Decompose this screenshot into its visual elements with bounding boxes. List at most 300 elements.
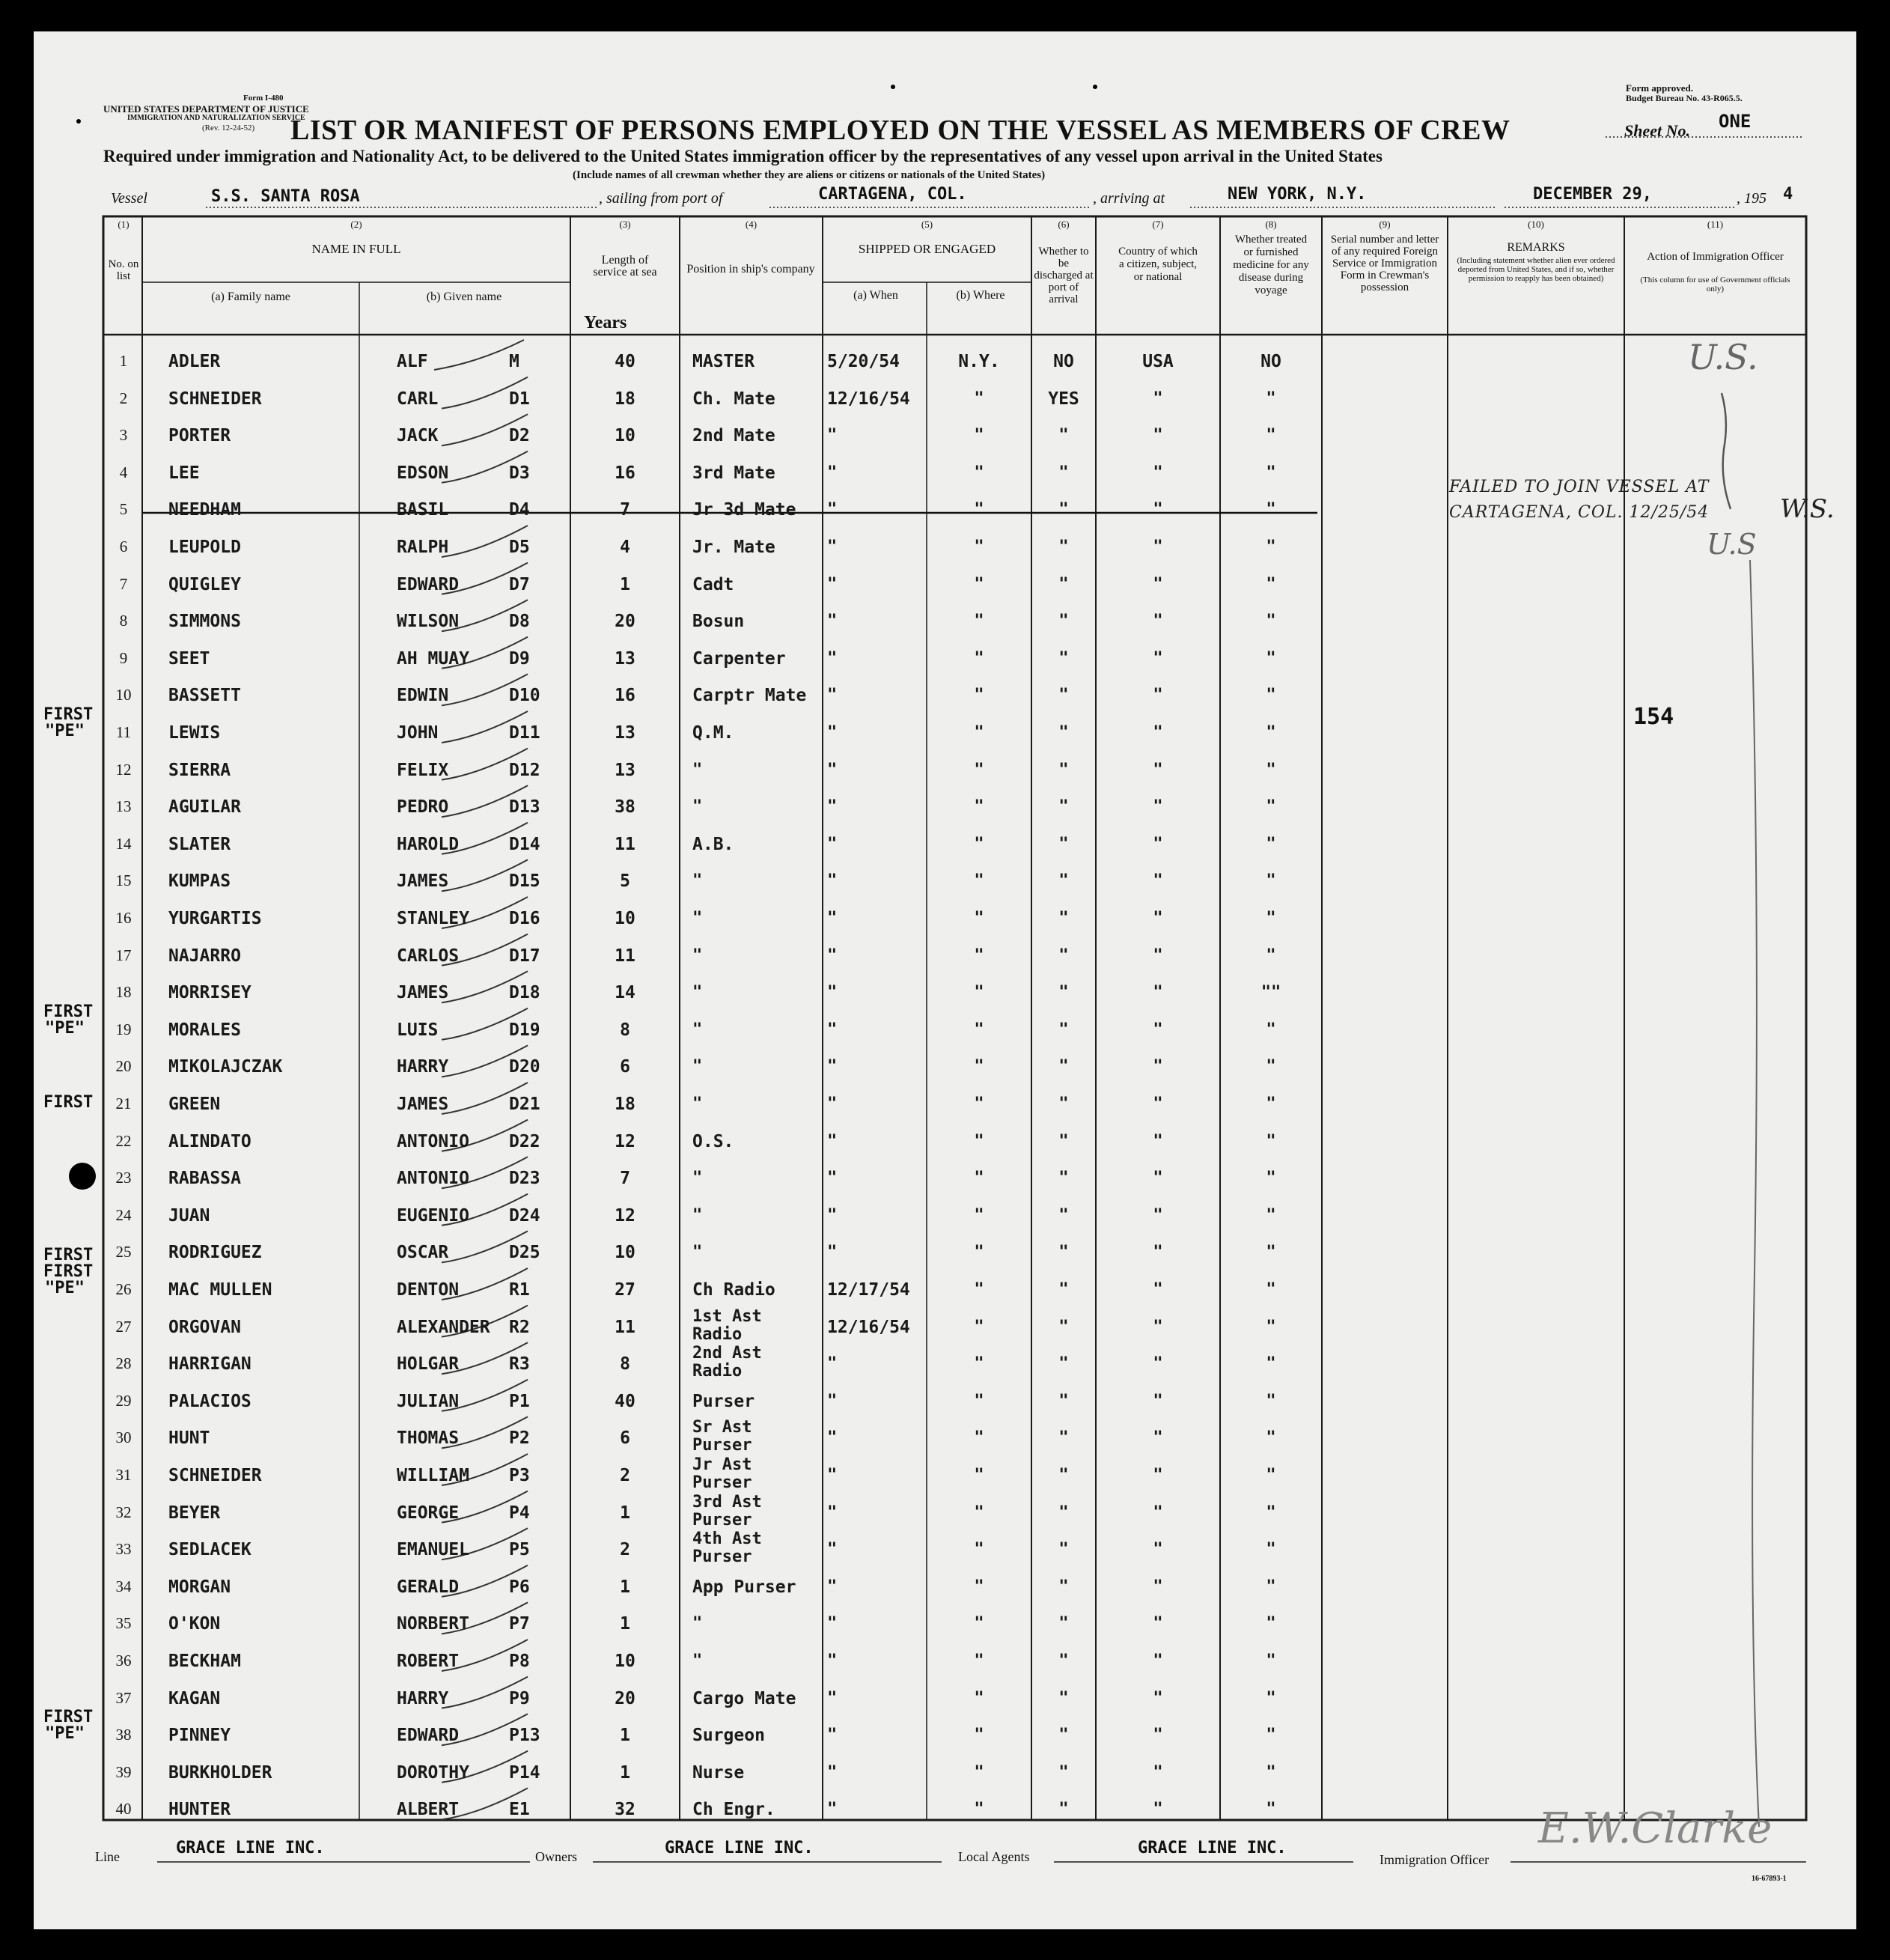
given-name: HAROLD bbox=[397, 834, 460, 854]
position-line: Purser bbox=[692, 1473, 752, 1492]
discharged: " bbox=[1058, 946, 1069, 965]
given-name: ANTONIO bbox=[397, 1131, 469, 1151]
crew-code: R2 bbox=[509, 1317, 530, 1337]
given-name: EDWIN bbox=[397, 686, 449, 706]
crew-code: D12 bbox=[509, 760, 540, 780]
agency-line-1: UNITED STATES DEPARTMENT OF JUSTICE bbox=[103, 103, 309, 115]
discharged: " bbox=[1058, 1762, 1069, 1782]
shipped-when: 12/16/54 bbox=[827, 389, 910, 409]
years-at-sea: 12 bbox=[615, 1205, 635, 1226]
margin-note: "PE" bbox=[45, 1018, 85, 1038]
crew-code: D4 bbox=[509, 500, 530, 520]
discharged: " bbox=[1058, 1169, 1069, 1188]
given-name: WILLIAM bbox=[397, 1466, 469, 1485]
given-name: HOLGAR bbox=[397, 1354, 460, 1375]
family-name: SCHNEIDER bbox=[168, 1466, 262, 1485]
shipped-where: " bbox=[974, 426, 984, 445]
crew-code: D8 bbox=[509, 612, 530, 632]
row-number: 1 bbox=[119, 352, 128, 370]
officer-action-us-2: U.S bbox=[1707, 528, 1757, 561]
crew-code: D20 bbox=[509, 1057, 540, 1077]
col6-num: (6) bbox=[1058, 219, 1070, 230]
col7-num: (7) bbox=[1152, 219, 1164, 230]
given-name: DENTON bbox=[397, 1280, 460, 1300]
crew-code: P4 bbox=[509, 1503, 530, 1523]
treated: " bbox=[1266, 612, 1276, 631]
sheet-number: ONE bbox=[1719, 111, 1752, 132]
shipped-when: " bbox=[827, 1095, 838, 1113]
crew-code: D22 bbox=[509, 1131, 540, 1151]
shipped-where: " bbox=[974, 834, 984, 853]
position-line: 2nd Ast bbox=[692, 1344, 762, 1363]
position-line: Radio bbox=[692, 1324, 743, 1344]
family-name: HUNT bbox=[168, 1428, 210, 1449]
shipped-where: " bbox=[974, 871, 984, 891]
given-name: JAMES bbox=[397, 871, 449, 892]
given-name: JAMES bbox=[397, 1095, 449, 1114]
margin-note: FIRST bbox=[43, 705, 94, 724]
years-at-sea: 40 bbox=[615, 1391, 635, 1411]
years-at-sea: 10 bbox=[615, 1243, 635, 1263]
given-name: ALEXANDER bbox=[397, 1317, 490, 1337]
crew-code: D1 bbox=[509, 389, 530, 409]
crew-code: P14 bbox=[509, 1762, 540, 1783]
crew-code: D19 bbox=[509, 1020, 540, 1040]
shipped-when: " bbox=[827, 1131, 838, 1151]
given-name: WILSON bbox=[397, 612, 460, 632]
family-name: NEEDHAM bbox=[168, 500, 241, 520]
treated: " bbox=[1266, 1428, 1276, 1448]
shipped-when: " bbox=[827, 723, 838, 742]
family-name: ALINDATO bbox=[168, 1131, 252, 1151]
position-line: Radio bbox=[692, 1362, 743, 1381]
shipped-when: " bbox=[827, 983, 838, 1002]
citizenship: " bbox=[1153, 463, 1163, 482]
crew-code: P9 bbox=[509, 1688, 530, 1708]
given-name: EDSON bbox=[397, 463, 449, 483]
discharged: " bbox=[1058, 538, 1069, 556]
shipped-when: " bbox=[827, 686, 838, 705]
position: Jr. Mate bbox=[692, 538, 775, 557]
treated: NO bbox=[1260, 352, 1281, 371]
shipped-when: " bbox=[827, 1020, 838, 1039]
given-name: JAMES bbox=[397, 983, 449, 1003]
shipped-when: " bbox=[827, 1169, 838, 1188]
family-name: RODRIGUEZ bbox=[168, 1243, 262, 1263]
year-prefix: , 195 bbox=[1737, 190, 1766, 207]
shipped-where: " bbox=[974, 1205, 984, 1225]
family-name: ORGOVAN bbox=[168, 1317, 241, 1337]
col8-header: Whether treated or furnished medicine for any disease during voyage bbox=[1233, 234, 1309, 296]
treated: " bbox=[1266, 1503, 1276, 1522]
position-line: Purser bbox=[692, 1510, 752, 1530]
treated: " bbox=[1266, 1391, 1276, 1410]
citizenship: " bbox=[1153, 574, 1163, 594]
shipped-when: " bbox=[827, 426, 838, 445]
citizenship: " bbox=[1153, 834, 1163, 853]
row-number: 3 bbox=[119, 426, 128, 445]
discharged: " bbox=[1058, 723, 1069, 742]
row-number: 23 bbox=[115, 1169, 132, 1187]
footer-line-label: Line bbox=[95, 1849, 120, 1864]
position-line: 3rd Ast bbox=[692, 1492, 762, 1512]
agency-line-2: IMMIGRATION AND NATURALIZATION SERVICE bbox=[127, 114, 305, 122]
given-name: BASIL bbox=[397, 500, 449, 520]
margin-note: FIRST bbox=[43, 1708, 94, 1727]
family-name: SLATER bbox=[168, 834, 231, 854]
shipped-where: " bbox=[974, 574, 984, 594]
position: " bbox=[692, 1057, 703, 1077]
crew-code: P1 bbox=[509, 1391, 530, 1411]
discharged: " bbox=[1058, 1800, 1069, 1819]
treated: " bbox=[1266, 797, 1276, 817]
citizenship: " bbox=[1153, 686, 1163, 705]
years-at-sea: 11 bbox=[615, 1317, 635, 1337]
row-number: 5 bbox=[119, 500, 128, 519]
discharged: " bbox=[1058, 1354, 1069, 1374]
discharged: " bbox=[1058, 1577, 1069, 1596]
col11-header: Action of Immigration Officer bbox=[1647, 251, 1784, 263]
crew-code: D11 bbox=[509, 723, 540, 743]
family-name: KAGAN bbox=[168, 1688, 221, 1708]
shipped-where: " bbox=[974, 760, 984, 779]
crew-code: P6 bbox=[509, 1577, 530, 1597]
family-name: SEET bbox=[168, 648, 210, 669]
position: " bbox=[692, 946, 703, 965]
family-name: MORALES bbox=[168, 1020, 241, 1040]
sheet-label: Sheet No. bbox=[1624, 121, 1690, 140]
col3-unit: Years bbox=[584, 313, 627, 332]
position-line: Purser bbox=[692, 1547, 752, 1567]
discharged: " bbox=[1058, 834, 1069, 853]
discharged: " bbox=[1058, 1540, 1069, 1559]
print-code: 16-67893-1 bbox=[1752, 1875, 1787, 1883]
citizenship: " bbox=[1153, 1577, 1163, 1596]
given-name: PEDRO bbox=[397, 797, 449, 818]
footer-owners: GRACE LINE INC. bbox=[665, 1839, 814, 1857]
row-number: 14 bbox=[115, 834, 132, 853]
treated: " bbox=[1266, 648, 1276, 668]
row-number: 29 bbox=[115, 1391, 132, 1410]
crew-code: D24 bbox=[509, 1205, 540, 1226]
discharged: " bbox=[1058, 612, 1069, 631]
shipped-where: " bbox=[974, 1762, 984, 1782]
position: " bbox=[692, 760, 703, 779]
margin-note: FIRST bbox=[43, 1093, 94, 1112]
position: 2nd Mate bbox=[692, 426, 775, 446]
crew-code: P7 bbox=[509, 1614, 530, 1634]
position-line: Purser bbox=[692, 1436, 752, 1455]
shipped-when: " bbox=[827, 1688, 838, 1708]
position: " bbox=[692, 797, 703, 817]
citizenship: " bbox=[1153, 1280, 1163, 1299]
crew-code: D25 bbox=[509, 1243, 540, 1263]
margin-note: "PE" bbox=[45, 722, 85, 740]
discharged: " bbox=[1058, 648, 1069, 668]
citizenship: " bbox=[1153, 1317, 1163, 1336]
discharged: " bbox=[1058, 1057, 1069, 1077]
shipped-when: " bbox=[827, 1540, 838, 1559]
sailing-port: CARTAGENA, COL. bbox=[818, 185, 967, 204]
row-number: 21 bbox=[115, 1095, 132, 1113]
family-name: BASSETT bbox=[168, 686, 241, 706]
years-at-sea: 40 bbox=[615, 352, 635, 371]
position: Carpenter bbox=[692, 648, 786, 669]
margin-note: FIRST bbox=[43, 1002, 94, 1021]
years-at-sea: 18 bbox=[615, 1095, 635, 1114]
citizenship: " bbox=[1153, 1243, 1163, 1262]
shipped-where: " bbox=[974, 1688, 984, 1708]
arrival-date: DECEMBER 29, bbox=[1533, 185, 1652, 204]
col1-num: (1) bbox=[118, 219, 129, 230]
family-name: KUMPAS bbox=[168, 871, 231, 892]
row-number: 40 bbox=[115, 1800, 132, 1819]
col5-num: (5) bbox=[921, 219, 933, 230]
shipped-when: " bbox=[827, 1503, 838, 1522]
crew-code: D10 bbox=[509, 686, 540, 706]
discharged: " bbox=[1058, 1280, 1069, 1299]
citizenship: " bbox=[1153, 871, 1163, 891]
years-at-sea: 2 bbox=[620, 1540, 630, 1560]
years-at-sea: 1 bbox=[620, 1762, 630, 1783]
citizenship: " bbox=[1153, 1652, 1163, 1670]
position: Cargo Mate bbox=[692, 1688, 796, 1708]
years-at-sea: 6 bbox=[620, 1057, 630, 1077]
col11-note: (This column for use of Government officials only) bbox=[1640, 276, 1790, 293]
given-name: RALPH bbox=[397, 538, 449, 557]
family-name: HARRIGAN bbox=[168, 1354, 252, 1375]
citizenship: " bbox=[1153, 1800, 1163, 1819]
shipped-where: " bbox=[974, 1466, 984, 1485]
years-at-sea: 20 bbox=[615, 1688, 635, 1708]
row-number: 32 bbox=[115, 1503, 132, 1521]
treated: " bbox=[1266, 1243, 1276, 1262]
given-name: CARLOS bbox=[397, 946, 460, 966]
row-number: 22 bbox=[115, 1131, 132, 1150]
treated: " bbox=[1266, 1762, 1276, 1782]
discharged: NO bbox=[1053, 352, 1074, 371]
family-name: BEYER bbox=[168, 1503, 221, 1523]
years-at-sea: 13 bbox=[615, 760, 635, 780]
discharged: " bbox=[1058, 1614, 1069, 1634]
position: Jr 3d Mate bbox=[692, 500, 796, 520]
discharged: " bbox=[1058, 1131, 1069, 1151]
treated: " bbox=[1266, 574, 1276, 594]
crew-code: D2 bbox=[509, 426, 530, 446]
row-number: 11 bbox=[115, 723, 132, 741]
given-name: ROBERT bbox=[397, 1652, 460, 1671]
citizenship: " bbox=[1153, 1169, 1163, 1188]
crew-code: D15 bbox=[509, 871, 540, 892]
position: " bbox=[692, 1169, 703, 1188]
shipped-where: " bbox=[974, 686, 984, 705]
family-name: SCHNEIDER bbox=[168, 389, 262, 409]
remark-initials: W.S. bbox=[1780, 494, 1835, 524]
shipped-where: " bbox=[974, 1317, 984, 1336]
years-at-sea: 6 bbox=[620, 1428, 630, 1449]
citizenship: " bbox=[1153, 760, 1163, 779]
family-name: RABASSA bbox=[168, 1169, 241, 1189]
shipped-when: " bbox=[827, 1614, 838, 1634]
col5-header: SHIPPED OR ENGAGED bbox=[858, 242, 996, 256]
col9-header: Serial number and letter of any required Foreign Service or Immigration Form in Crewman's possession bbox=[1330, 234, 1439, 293]
form-revision: (Rev. 12-24-52) bbox=[202, 124, 255, 133]
position: Bosun bbox=[692, 612, 745, 632]
years-at-sea: 1 bbox=[620, 574, 630, 594]
row-number: 36 bbox=[115, 1652, 132, 1670]
position: " bbox=[692, 1205, 703, 1225]
arriving-port: NEW YORK, N.Y. bbox=[1228, 185, 1367, 204]
family-name: BURKHOLDER bbox=[168, 1762, 272, 1783]
row-number: 9 bbox=[119, 648, 128, 667]
treated: " bbox=[1266, 834, 1276, 853]
position-line: Jr Ast bbox=[692, 1455, 752, 1474]
margin-note: FIRST bbox=[43, 1262, 94, 1281]
shipped-where: " bbox=[974, 1243, 984, 1262]
discharged: " bbox=[1058, 871, 1069, 891]
shipped-where: " bbox=[974, 538, 984, 556]
row-number: 27 bbox=[115, 1317, 132, 1336]
position: " bbox=[692, 909, 703, 928]
treated: " bbox=[1266, 686, 1276, 705]
crew-code: D14 bbox=[509, 834, 540, 854]
shipped-where: " bbox=[974, 1057, 984, 1077]
shipped-where: N.Y. bbox=[958, 352, 1000, 371]
position: " bbox=[692, 983, 703, 1002]
treated: " bbox=[1266, 538, 1276, 556]
citizenship: " bbox=[1153, 389, 1163, 408]
discharged: " bbox=[1058, 1688, 1069, 1708]
position: 3rd Mate bbox=[692, 463, 775, 483]
treated: " bbox=[1266, 1800, 1276, 1819]
shipped-where: " bbox=[974, 648, 984, 668]
col2-num: (2) bbox=[350, 219, 362, 230]
discharged: " bbox=[1058, 1391, 1069, 1410]
position: App Purser bbox=[692, 1577, 796, 1597]
crew-code: P5 bbox=[509, 1540, 530, 1560]
given-name: HARRY bbox=[397, 1688, 449, 1708]
shipped-where: " bbox=[974, 1020, 984, 1039]
form-number: Form I-480 bbox=[243, 94, 284, 103]
family-name: HUNTER bbox=[168, 1800, 231, 1820]
position: O.S. bbox=[692, 1131, 734, 1151]
shipped-where: " bbox=[974, 1614, 984, 1634]
shipped-where: " bbox=[974, 1428, 984, 1448]
row-number: 15 bbox=[115, 871, 132, 890]
citizenship: " bbox=[1153, 612, 1163, 631]
given-name: CARL bbox=[397, 389, 439, 409]
discharged: " bbox=[1058, 1095, 1069, 1113]
shipped-when: " bbox=[827, 1577, 838, 1596]
citizenship: " bbox=[1153, 909, 1163, 928]
discharged: " bbox=[1058, 426, 1069, 445]
treated: " bbox=[1266, 1169, 1276, 1188]
col4-header: Position in ship's company bbox=[686, 263, 815, 276]
given-name: ALF bbox=[397, 352, 428, 371]
given-name: EDWARD bbox=[397, 574, 460, 594]
col1-header: No. on list bbox=[108, 258, 139, 282]
shipped-when: " bbox=[827, 1762, 838, 1782]
col2b-header: (b) Given name bbox=[426, 290, 502, 303]
discharged: " bbox=[1058, 1726, 1069, 1745]
shipped-when: " bbox=[827, 463, 838, 482]
treated: " bbox=[1266, 1057, 1276, 1077]
crew-code: R3 bbox=[509, 1354, 530, 1375]
shipped-when: " bbox=[827, 797, 838, 817]
row-number: 20 bbox=[115, 1057, 132, 1076]
margin-note: FIRST bbox=[43, 1246, 94, 1264]
shipped-where: " bbox=[974, 1354, 984, 1374]
officer-action-us: U.S. bbox=[1688, 337, 1758, 377]
discharged: " bbox=[1058, 574, 1069, 594]
years-at-sea: 10 bbox=[615, 909, 635, 928]
shipped-where: " bbox=[974, 1391, 984, 1410]
treated: " bbox=[1266, 389, 1276, 408]
row-number: 37 bbox=[115, 1688, 132, 1707]
col7-header: Country of which a citizen, subject, or national bbox=[1118, 246, 1198, 283]
discharged: " bbox=[1058, 1205, 1069, 1225]
year-suffix: 4 bbox=[1783, 185, 1793, 204]
citizenship: " bbox=[1153, 500, 1163, 520]
margin-note: "PE" bbox=[45, 1279, 85, 1297]
given-name: ANTONIO bbox=[397, 1169, 469, 1189]
officer-signature: E.W.Clarke bbox=[1538, 1804, 1772, 1853]
discharged: " bbox=[1058, 500, 1069, 520]
treated: " bbox=[1266, 1540, 1276, 1559]
row-number: 24 bbox=[115, 1205, 132, 1224]
shipped-when: " bbox=[827, 1205, 838, 1225]
col4-num: (4) bbox=[745, 219, 757, 230]
citizenship: " bbox=[1153, 1057, 1163, 1077]
years-at-sea: 5 bbox=[620, 871, 630, 892]
given-name: OSCAR bbox=[397, 1243, 449, 1263]
citizenship: " bbox=[1153, 1762, 1163, 1782]
given-name: LUIS bbox=[397, 1020, 439, 1040]
position: Nurse bbox=[692, 1762, 745, 1783]
row-number: 34 bbox=[115, 1577, 132, 1595]
row-number: 2 bbox=[119, 389, 128, 407]
family-name: SIERRA bbox=[168, 760, 231, 780]
treated: " bbox=[1266, 1614, 1276, 1634]
discharged: " bbox=[1058, 1466, 1069, 1485]
shipped-when: " bbox=[827, 1057, 838, 1077]
col10-note: (Including statement whether alien ever ordered deported from United States, and if so, whether permission to reapply has been obtained) bbox=[1457, 256, 1615, 283]
position: Cadt bbox=[692, 574, 734, 594]
row-number: 19 bbox=[115, 1020, 132, 1038]
form-approved: Form approved. bbox=[1626, 82, 1694, 94]
col3-header: Length of service at sea bbox=[593, 254, 657, 279]
shipped-where: " bbox=[974, 1800, 984, 1819]
row-number: 35 bbox=[115, 1614, 132, 1633]
treated: " bbox=[1266, 1095, 1276, 1113]
years-at-sea: 10 bbox=[615, 426, 635, 446]
years-at-sea: 7 bbox=[620, 1169, 630, 1189]
family-name: LEE bbox=[168, 463, 200, 483]
discharged: " bbox=[1058, 760, 1069, 779]
years-at-sea: 1 bbox=[620, 1577, 630, 1597]
row-number: 33 bbox=[115, 1540, 132, 1559]
years-at-sea: 7 bbox=[620, 500, 630, 520]
years-at-sea: 16 bbox=[615, 463, 635, 483]
form-subtitle-note: (Include names of all crewman whether they are aliens or citizens or nationals of the United States) bbox=[573, 169, 1046, 181]
citizenship: " bbox=[1153, 1540, 1163, 1559]
shipped-where: " bbox=[974, 500, 984, 520]
family-name: PALACIOS bbox=[168, 1391, 252, 1411]
years-at-sea: 8 bbox=[620, 1020, 630, 1040]
position: " bbox=[692, 1614, 703, 1634]
treated: " bbox=[1266, 500, 1276, 520]
position: Ch. Mate bbox=[692, 389, 775, 409]
